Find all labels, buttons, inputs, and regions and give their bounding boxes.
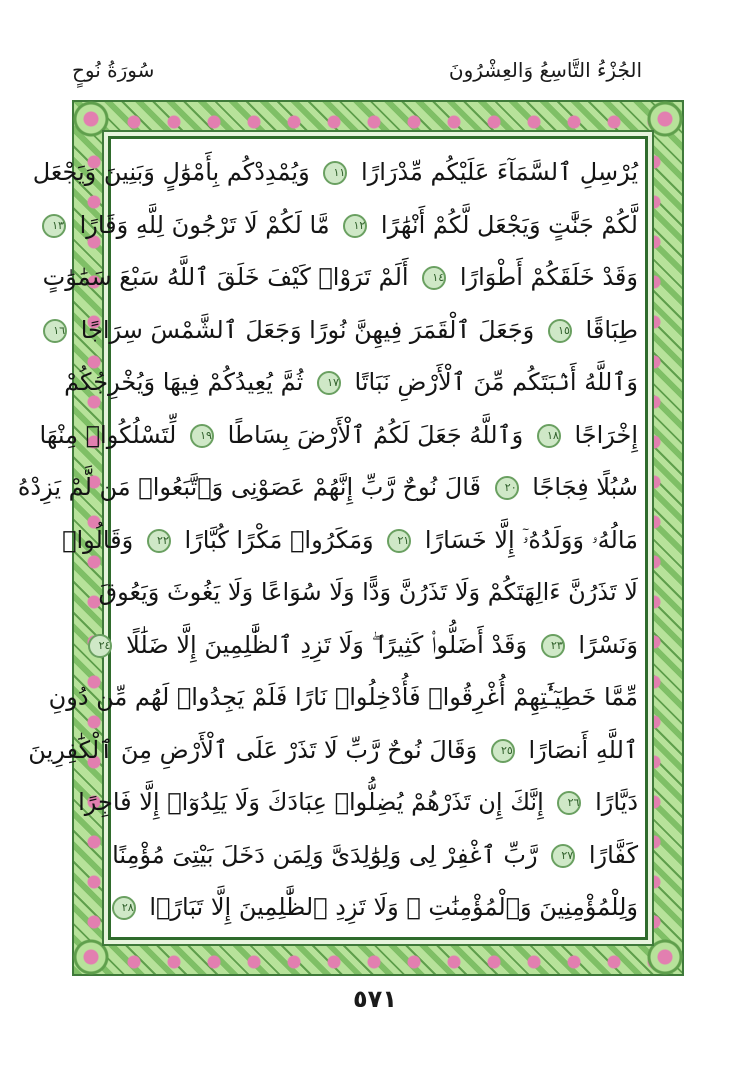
ayah-text: وَنَسْرًا [578, 630, 638, 659]
ayah-text: دَيَّارًا [595, 788, 638, 816]
text-line [32, 146, 638, 199]
ayah-number-marker: ١٨ [537, 424, 561, 448]
ayah-text: وَقَدْ خَلَقَكُمْ أَطْوَارًا [459, 263, 638, 291]
ayah-text: مِّمَّا خَطِيٓـَٰٔتِهِمْ أُغْرِقُوا۟ فَأُدْخِلُوا۟ نَارًا فَلَمْ يَجِدُوا۟ لَهُم مِّن دُونِ [48, 683, 638, 711]
ayah-number-marker: ١٥ [548, 319, 572, 343]
ayah-text: لِّتَسْلُكُوا۟ مِنْهَا [39, 420, 177, 449]
ornamental-frame [17, 100, 684, 976]
text-line [48, 671, 638, 724]
ayah-text: رَّبِّ ٱغْفِرْ لِى وَلِوَٰلِدَىَّ وَلِمَن دَخَلَ بَيْتِىَ مُؤْمِنًا [112, 840, 538, 869]
ayah-number-marker: ١٦ [43, 319, 67, 343]
juz-header: الجُزْءُ التَّاسِعُ وَالعِشْرُونَ [448, 58, 642, 82]
ayah-text: إِخْرَاجًا [574, 420, 638, 449]
text-line [118, 881, 638, 934]
ayah-number-marker: ٢٣ [541, 634, 565, 658]
quran-text-area [17, 146, 638, 930]
ayah-text: وَيُمْدِدْكُم بِأَمْوَٰلٍ وَبَنِينَ وَيَجْعَل [32, 158, 310, 186]
ayah-number-marker: ٢١ [387, 529, 411, 553]
ayah-text: وَٱللَّهُ أَنۢبَتَكُم مِّنَ ٱلْأَرْضِ نَبَاتًا [354, 368, 638, 396]
corner-ornament-icon [72, 100, 110, 138]
ayah-number-marker: ٢٠ [495, 476, 519, 500]
text-line [98, 619, 638, 672]
text-line [62, 514, 638, 567]
text-line [78, 776, 638, 829]
text-line [52, 199, 638, 252]
ayah-text: سُبُلًا فِجَاجًا [532, 473, 638, 501]
ayah-number-marker: ١٧ [317, 371, 341, 395]
corner-ornament-icon [72, 938, 110, 976]
ayah-text: ثُمَّ يُعِيدُكُمْ فِيهَا وَيُخْرِجُكُمْ [64, 368, 304, 396]
text-line [112, 829, 638, 882]
text-line [98, 566, 638, 619]
ayah-text: أَلَمْ تَرَوْا۟ كَيْفَ خَلَقَ ٱللَّهُ سَبْعَ سَمَٰوَٰتٍ [42, 263, 409, 291]
ayah-number-marker: ١٣ [42, 214, 66, 238]
ayah-number-marker: ٢٢ [147, 529, 171, 553]
ayah-number-marker: ١٤ [422, 266, 446, 290]
ayah-text: يُرْسِلِ ٱلسَّمَآءَ عَلَيْكُم مِّدْرَارًا [360, 158, 638, 186]
ayah-text: لَا تَذَرُنَّ ءَالِهَتَكُمْ وَلَا تَذَرُنَّ وَدًّا وَلَا سُوَاعًا وَلَا يَغُوثَ وَيَعُوقَ [98, 578, 638, 606]
ayah-text: كَفَّارًا [588, 840, 638, 869]
ayah-text: طِبَاقًا [585, 315, 638, 344]
ayah-number-marker: ٢٥ [491, 739, 515, 763]
ayah-text: مَالُهُۥ وَوَلَدُهُۥٓ إِلَّا خَسَارًا [424, 525, 638, 554]
corner-ornament-icon [646, 938, 684, 976]
ayah-text: وَقَالُوا۟ [62, 525, 134, 554]
text-line [53, 304, 638, 357]
ayah-text: وَلِلْمُؤْمِنِينَ وَٱلْمُؤْمِنَٰتِ ۖ وَلَا تَزِدِ ٱلظَّٰلِمِينَ إِلَّا تَبَارًۢا [149, 893, 638, 921]
ayah-number-marker: ٢٧ [551, 844, 575, 868]
ayah-number-marker: ٢٦ [557, 791, 581, 815]
text-line [28, 724, 638, 777]
ayah-text: وَقَالَ نُوحٌ رَّبِّ لَا تَذَرْ عَلَى ٱلْأَرْضِ مِنَ ٱلْكَٰفِرِينَ [28, 735, 478, 764]
ayah-number-marker: ١١ [323, 161, 347, 185]
surah-header: سُورَةُ نُوحٍ [72, 58, 155, 82]
corner-ornament-icon [646, 100, 684, 138]
ayah-text: وَٱللَّهُ جَعَلَ لَكُمُ ٱلْأَرْضَ بِسَاطًا [227, 420, 524, 449]
ayah-number-marker: ٢٨ [112, 896, 136, 920]
ayah-text: وَجَعَلَ ٱلْقَمَرَ فِيهِنَّ نُورًا وَجَعَلَ ٱلشَّمْسَ سِرَاجًا [80, 315, 535, 344]
text-line [17, 461, 638, 514]
ayah-text: وَمَكَرُوا۟ مَكْرًا كُبَّارًا [184, 525, 374, 554]
ayah-text: ٱللَّهِ أَنصَارًا [528, 735, 638, 764]
ayah-number-marker: ١٢ [343, 214, 367, 238]
text-line [42, 251, 638, 304]
ayah-text: مَّا لَكُمْ لَا تَرْجُونَ لِلَّهِ وَقَارًا [79, 210, 330, 239]
page-number: ٥٧١ [353, 985, 397, 1013]
ayah-number-marker: ١٩ [190, 424, 214, 448]
ayah-text: قَالَ نُوحٌ رَّبِّ إِنَّهُمْ عَصَوْنِى وَٱتَّبَعُوا۟ مَن لَّمْ يَزِدْهُ [17, 473, 481, 501]
text-line [64, 356, 638, 409]
ayah-text: إِنَّكَ إِن تَذَرْهُمْ يُضِلُّوا۟ عِبَادَكَ وَلَا يَلِدُوٓا۟ إِلَّا فَاجِرًا [78, 788, 544, 816]
ayah-text: وَقَدْ أَضَلُّوا۟ كَثِيرًا ۖ وَلَا تَزِدِ ٱلظَّٰلِمِينَ إِلَّا ضَلَٰلًا [126, 630, 528, 659]
ayah-text: لَّكُمْ جَنَّٰتٍ وَيَجْعَل لَّكُمْ أَنْهَٰرًا [380, 210, 638, 239]
ayah-number-marker: ٢٤ [88, 634, 112, 658]
text-line [39, 409, 638, 462]
